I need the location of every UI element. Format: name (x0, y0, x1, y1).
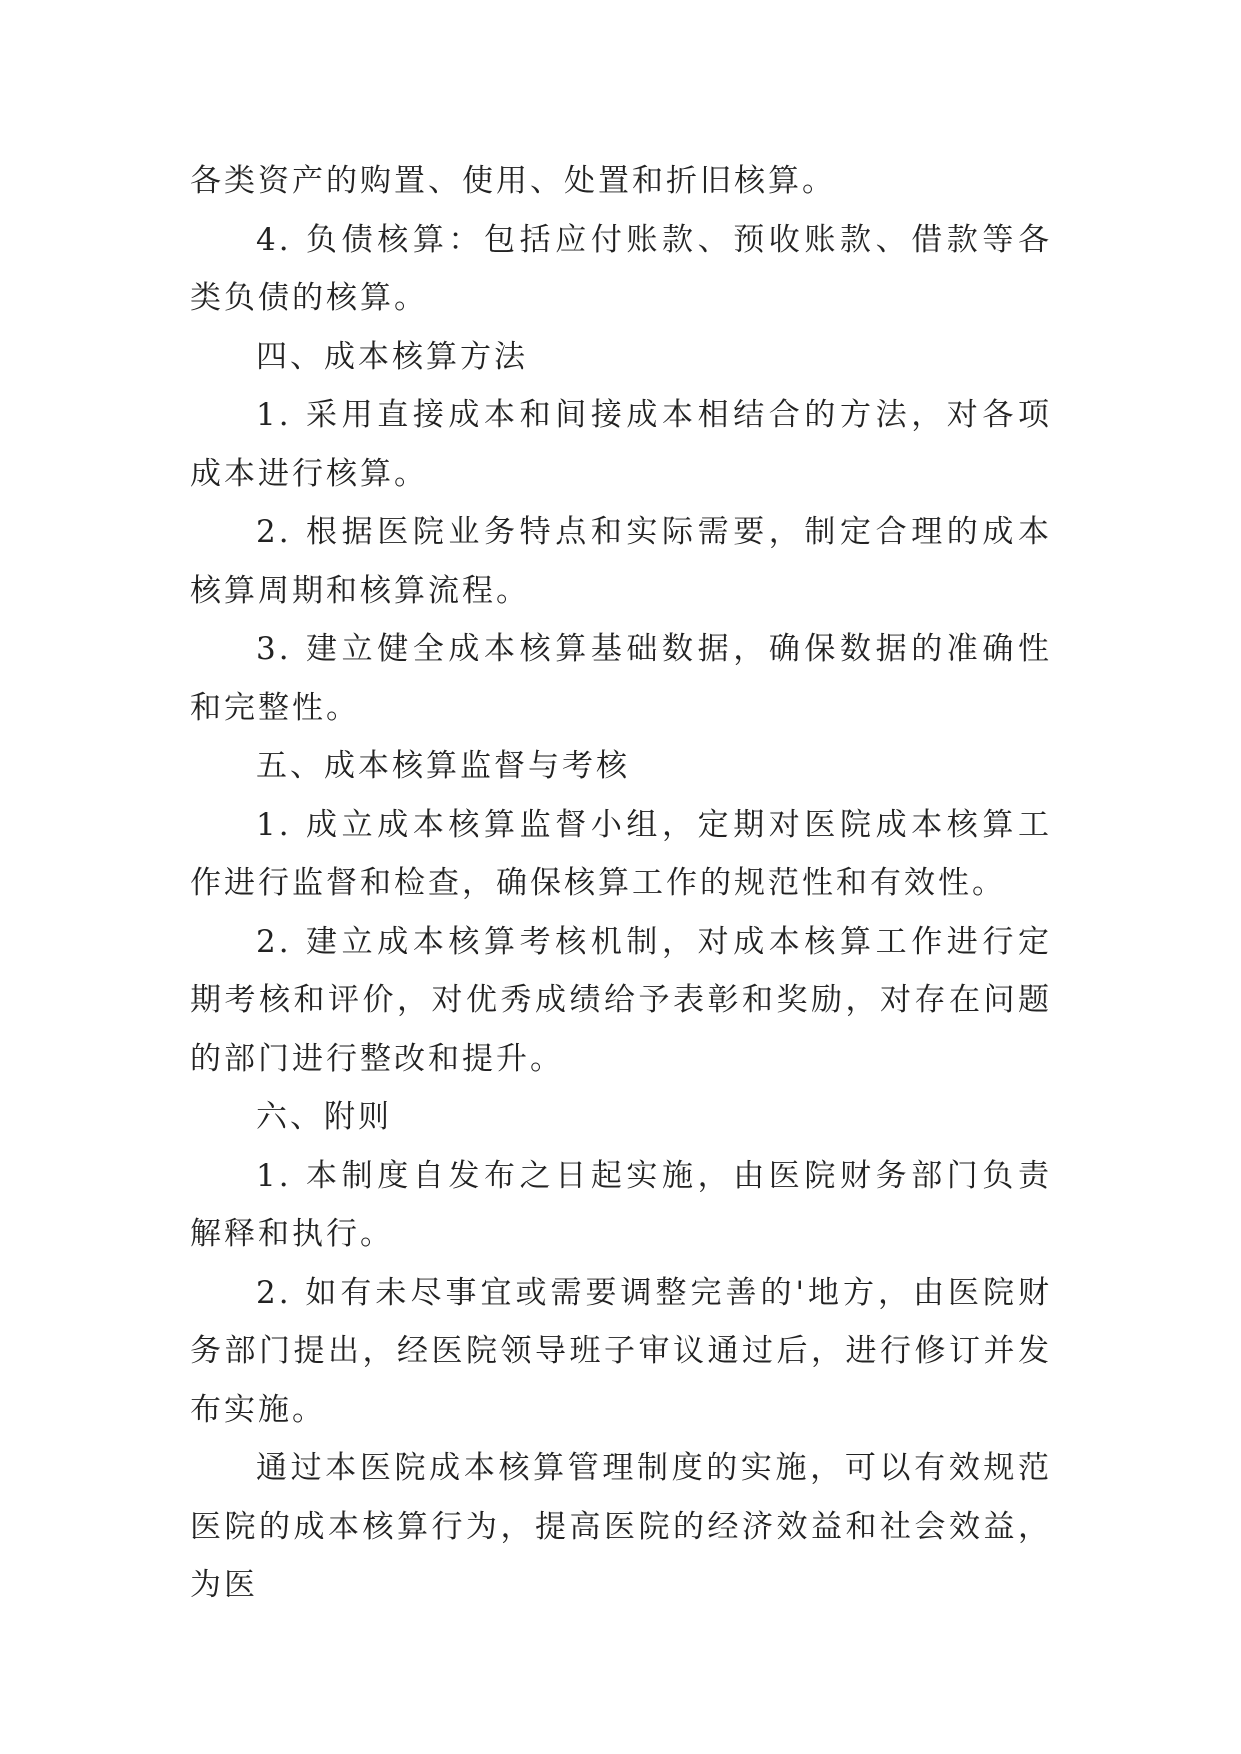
document-body (190, 152, 1052, 1615)
paragraph-appendix-1: 1. 本制度自发布之日起实施，由医院财务部门负责解释和执行。 (190, 1157, 1052, 1252)
paragraph-appendix-2: 2. 如有未尽事宜或需要调整完善的'地方，由医院财务部门提出，经医院领导班子审议通过后，进行修订并发布实施。 (190, 1274, 1052, 1428)
section-heading-appendix: 六、附则 (256, 1099, 392, 1135)
paragraph-supervision-1: 1. 成立成本核算监督小组，定期对医院成本核算工作进行监督和检查，确保核算工作的规范性和有效性。 (190, 806, 1052, 901)
paragraph-asset-continuation: 各类资产的购置、使用、处置和折旧核算。 (190, 163, 836, 199)
paragraph-supervision-2: 2. 建立成本核算考核机制，对成本核算工作进行定期考核和评价，对优秀成绩给予表彰和奖励，对存在问题的部门进行整改和提升。 (190, 923, 1052, 1077)
paragraph-method-3: 3. 建立健全成本核算基础数据，确保数据的准确性和完整性。 (190, 631, 1052, 726)
section-heading-supervision: 五、成本核算监督与考核 (256, 748, 630, 784)
paragraph-method-2: 2. 根据医院业务特点和实际需要，制定合理的成本核算周期和核算流程。 (190, 514, 1052, 609)
paragraph-method-1: 1. 采用直接成本和间接成本相结合的方法，对各项成本进行核算。 (190, 397, 1052, 492)
paragraph-conclusion: 通过本医院成本核算管理制度的实施，可以有效规范医院的成本核算行为，提高医院的经济效益和社会效益，为医 (190, 1450, 1052, 1603)
paragraph-liability-accounting: 4. 负债核算：包括应付账款、预收账款、借款等各类负债的核算。 (190, 221, 1052, 316)
section-heading-cost-methods: 四、成本核算方法 (256, 338, 528, 375)
